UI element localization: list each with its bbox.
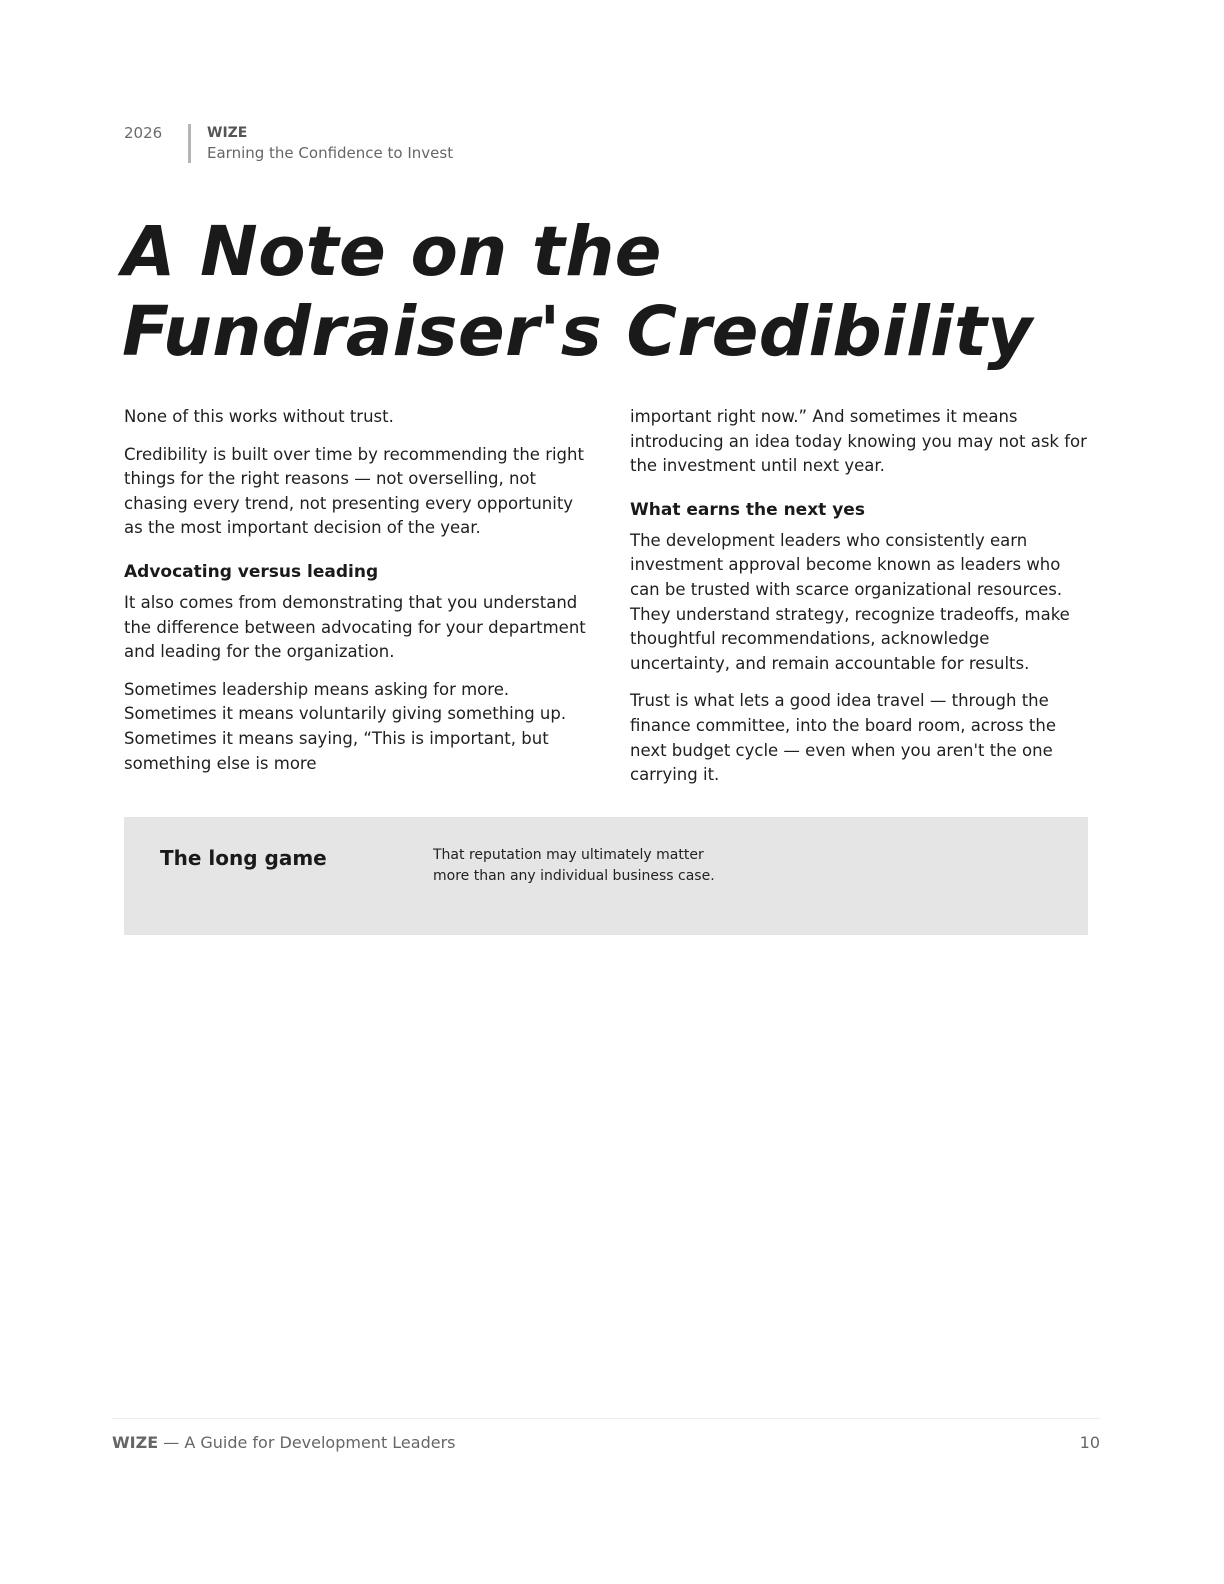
paragraph: Trust is what lets a good idea travel — through the finance committee, into the board room, across the next budget cycle — even when you aren't the one carrying it. bbox=[630, 691, 1056, 785]
header-subtitle: Earning the Confidence to Invest bbox=[207, 144, 454, 162]
callout-heading: The long game bbox=[160, 846, 327, 870]
callout-box bbox=[124, 817, 1088, 935]
footer-brand: WIZE bbox=[112, 1433, 159, 1452]
paragraph: Credibility is built over time by recommending the right things for the right reasons — not overselling, not chasing every trend, not presenting every opportunity as the most important decision of the year. bbox=[124, 444, 584, 538]
page-title: A Note on the Fundraiser's Credibility bbox=[122, 212, 1033, 372]
header-year: 2026 bbox=[124, 124, 163, 142]
footer-divider bbox=[112, 1418, 1100, 1419]
header-divider bbox=[188, 124, 191, 163]
right-column bbox=[630, 405, 1092, 801]
left-column bbox=[124, 405, 588, 789]
paragraph: Sometimes leadership means asking for more. Sometimes it means voluntarily giving something up. Sometimes it means saying, “This is important, but something else is more bbox=[124, 679, 567, 773]
paragraph: None of this works without trust. bbox=[124, 407, 394, 426]
page-footer bbox=[112, 1433, 1100, 1452]
section-heading: Advocating versus leading bbox=[124, 561, 379, 582]
header-brand: WIZE bbox=[207, 125, 248, 141]
section-heading: What earns the next yes bbox=[630, 499, 865, 520]
paragraph: The development leaders who consistently earn investment approval become known as leaders who can be trusted with scarce organizational resources. They understand strategy, recognize tradeoffs, make thoughtful recommendations, acknowledge uncertainty, and remain accountable for results. bbox=[630, 530, 1070, 673]
callout-body: That reputation may ultimately matter more than any individual business case. bbox=[433, 847, 715, 884]
page-number: 10 bbox=[1079, 1433, 1100, 1452]
footer-tagline: — A Guide for Development Leaders bbox=[158, 1433, 456, 1452]
paragraph: It also comes from demonstrating that you understand the difference between advocating for your department and leading for the organization. bbox=[124, 592, 586, 662]
paragraph: important right now.” And sometimes it means introducing an idea today knowing you may not ask for the investment until next year. bbox=[630, 407, 1087, 476]
